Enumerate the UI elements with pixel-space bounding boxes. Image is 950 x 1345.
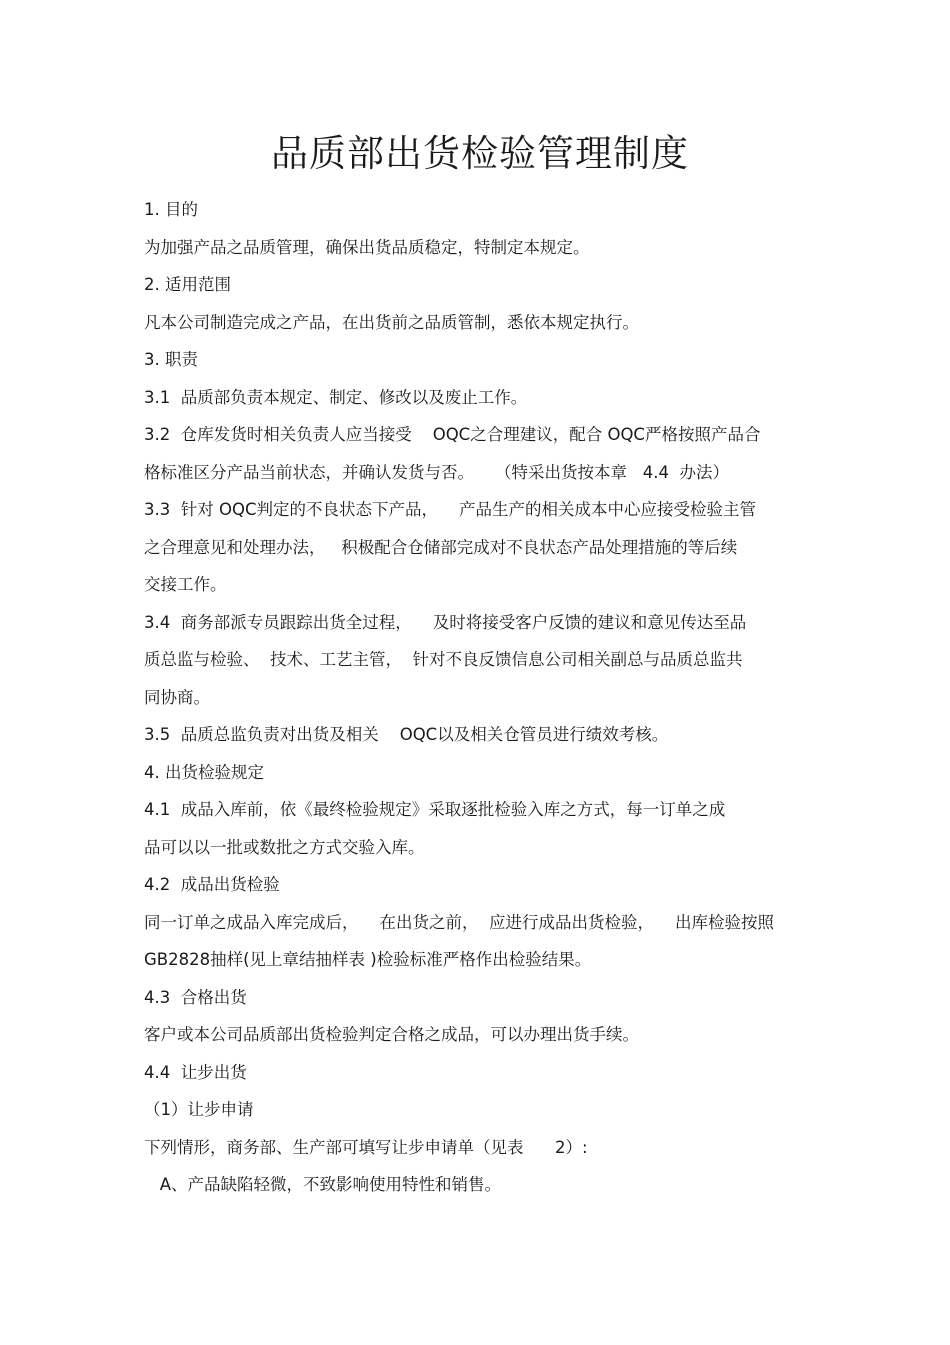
section-heading-1: 1. 目的 [144,200,198,219]
paragraph-line: 格标准区分产品当前状态，并确认发货与否。 （特采出货按本章 4.4 办法） [144,463,729,482]
clause-4-3: 4.3 合格出货 [144,988,247,1007]
paragraph-line: 同协商。 [144,688,210,707]
clause-3-2: 3.2 仓库发货时相关负责人应当接受 OQC之合理建议，配合 OQC严格按照产品合 [144,425,761,444]
paragraph-line: 之合理意见和处理办法， 积极配合仓储部完成对不良状态产品处理措施的等后续 [144,538,738,557]
paragraph-line: 为加强产品之品质管理，确保出货品质稳定，特制定本规定。 [144,238,590,257]
sub-item-1: （1）让步申请 [144,1100,254,1119]
paragraph-line: 质总监与检验、 技术、工艺主管， 针对不良反馈信息公司相关副总与品质总监共 [144,650,743,669]
clause-4-2: 4.2 成品出货检验 [144,875,280,894]
paragraph-line: 客户或本公司品质部出货检验判定合格之成品，可以办理出货手续。 [144,1025,639,1044]
clause-3-5: 3.5 品质总监负责对出货及相关 OQC以及相关仓管员进行绩效考核。 [144,725,669,744]
document-title: 品质部出货检验管理制度 [271,132,689,175]
paragraph-line: 凡本公司制造完成之产品，在出货前之品质管制，悉依本规定执行。 [144,313,639,332]
paragraph-line: 下列情形，商务部、生产部可填写让步申请单（见表 2）: [144,1138,588,1157]
paragraph-line: GB2828抽样(见上章结抽样表 )检验标准严格作出检验结果。 [144,950,592,969]
paragraph-line: 品可以以一批或数批之方式交验入库。 [144,838,425,857]
paragraph-line: 同一订单之成品入库完成后， 在出货之前， 应进行成品出货检验， 出库检验按照 [144,913,774,932]
section-heading-3: 3. 职责 [144,350,198,369]
clause-4-1: 4.1 成品入库前，依《最终检验规定》采取逐批检验入库之方式，每一订单之成 [144,800,726,819]
list-item-a: A、产品缺陷轻微，不致影响使用特性和销售。 [144,1175,502,1194]
clause-4-4: 4.4 让步出货 [144,1063,247,1082]
section-heading-4: 4. 出货检验规定 [144,763,264,782]
paragraph-line: 交接工作。 [144,575,227,594]
clause-3-1: 3.1 品质部负责本规定、制定、修改以及废止工作。 [144,388,528,407]
clause-3-3: 3.3 针对 OQC判定的不良状态下产品， 产品生产的相关成本中心应接受检验主管 [144,500,756,519]
clause-3-4: 3.4 商务部派专员跟踪出货全过程， 及时将接受客户反馈的建议和意见传达至品 [144,613,747,632]
section-heading-2: 2. 适用范围 [144,275,231,294]
